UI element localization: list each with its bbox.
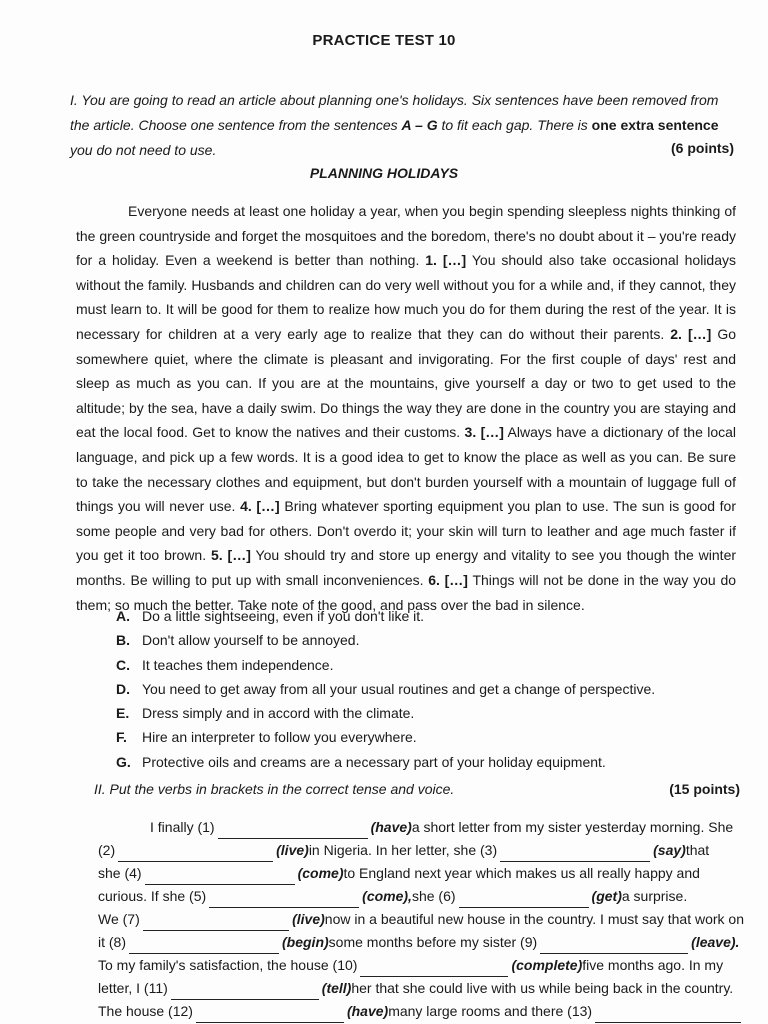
gap-line: To my family's satisfaction, the house (10) (complete) five months ago. In my: [98, 954, 744, 977]
option-g: G. Protective oils and creams are a necessary part of your holiday equipment.: [116, 753, 606, 770]
part2-instructions: II. Put the verbs in brackets in the correct tense and voice.: [94, 781, 455, 797]
gap-7-input[interactable]: [143, 916, 289, 931]
option-d: D. You need to get away from all your usual routines and get a change of perspective.: [116, 680, 656, 697]
gap-5: 5. […]: [210, 547, 251, 564]
gap-4: 4. […]: [240, 498, 280, 515]
gap-5-input[interactable]: [209, 893, 359, 908]
option-a: A. Do a little sightseeing, even if you don't like it.: [116, 608, 425, 624]
gap-9-input[interactable]: [540, 939, 688, 954]
gap-2: 2. […]: [670, 325, 712, 342]
gap-10-input[interactable]: [360, 962, 508, 977]
gap-1: 1. […]: [425, 252, 467, 269]
gap-line: it (8) (begin) some months before my sister (9) (leave).: [98, 931, 744, 954]
gap-4-input[interactable]: [145, 870, 295, 885]
gap-3-input[interactable]: [500, 847, 650, 862]
gap-line: curious. If she (5) (come), she (6) (get) a surprise.: [98, 885, 744, 908]
option-e: E. Dress simply and in accord with the climate.: [116, 705, 415, 722]
part2-points: (15 points): [669, 781, 740, 797]
gap-3: 3. […]: [464, 424, 504, 441]
gap-line: letter, I (11) (tell) her that she could live with us while being back in the country.: [98, 977, 744, 1000]
gap-11-input[interactable]: [171, 985, 319, 1000]
gap-line: she (4) (come) to England next year which makes us all really happy and: [98, 862, 744, 885]
gap-line: (2) (live) in Nigeria. In her letter, she (3) (say) that: [98, 839, 744, 862]
option-c: C. It teaches them independence.: [116, 656, 334, 673]
gap-line: We (7) (live) now in a beautiful new house in the country. I must say that work on: [98, 908, 744, 931]
gap-1-input[interactable]: [218, 824, 368, 839]
option-f: F. Hire an interpreter to follow you everywhere.: [116, 729, 417, 746]
gap-6-input[interactable]: [459, 893, 589, 908]
part1-instructions: I. You are going to read an article about planning one's holidays. Six sentences have been removed from the article. Choose one sentence from the sentences A – G to fit each gap. There is one extra sentence you do not need to use.: [70, 92, 719, 158]
gap-line: I finally (1) (have) a short letter from my sister yesterday morning. She: [98, 816, 744, 839]
verb-gap-text: [98, 816, 744, 1023]
gap-8-input[interactable]: [129, 939, 279, 954]
page-title: PRACTICE TEST 10: [312, 32, 456, 49]
sentence-options: [116, 604, 716, 774]
article-heading: PLANNING HOLIDAYS: [309, 165, 459, 181]
gap-2-input[interactable]: [118, 847, 273, 862]
gap-13-input[interactable]: [595, 1008, 741, 1023]
option-b: B. Don't allow yourself to be annoyed.: [116, 632, 360, 649]
gap-12-input[interactable]: [196, 1008, 344, 1023]
gap-line: The house (12) (have) many large rooms and there (13): [98, 1000, 744, 1023]
gap-6: 6. […]: [428, 571, 468, 588]
article-text: Everyone needs at least one holiday a year, when you begin spending sleepless nights thinking of the green countryside and forget the mosquitoes and the boredom, there's no doubt about it – you're ready for a holiday. Even a weekend is better than nothing. 1. […] You should also take occasional holidays without the family. Husbands and children can do very well without you for a while and, if they cannot, they must learn to. It will be good for them to realize how much you do for them during the rest of the year. It is necessary for children at a very early age to realize that they can do without their parents. 2. […] Go somewhere quiet, where the climate is pleasant and invigorating. For the first couple of days' rest and sleep as much as you can. If you are at the mountains, give yourself a day or two to get used to the altitude; by the sea, have a daily swim. Do things the way they are done in the country you are staying and eat the local food. Get to know the natives and their customs. 3. […] Always have a dictionary of the local language, and pick up a few words. It is a good idea to get to know the place as well as you can. Be sure to take the necessary clothes and equipment, but don't burden yourself with a mountain of luggage full of things you will never use. 4. […] Bring whatever sporting equipment you plan to use. The sun is good for some people and very bad for others. Don't overdo it; your skin will turn to leather and age much faster if you get it too brown. 5. […] You should try and store up energy and vitality to see you though the winter months. Be willing to put up with small inconveniences. 6. […] Things will not be done in the way you do them; so much the better. Take note of the good, and pass over the bad in silence.: [76, 203, 737, 613]
part1-points: (6 points): [671, 140, 734, 156]
